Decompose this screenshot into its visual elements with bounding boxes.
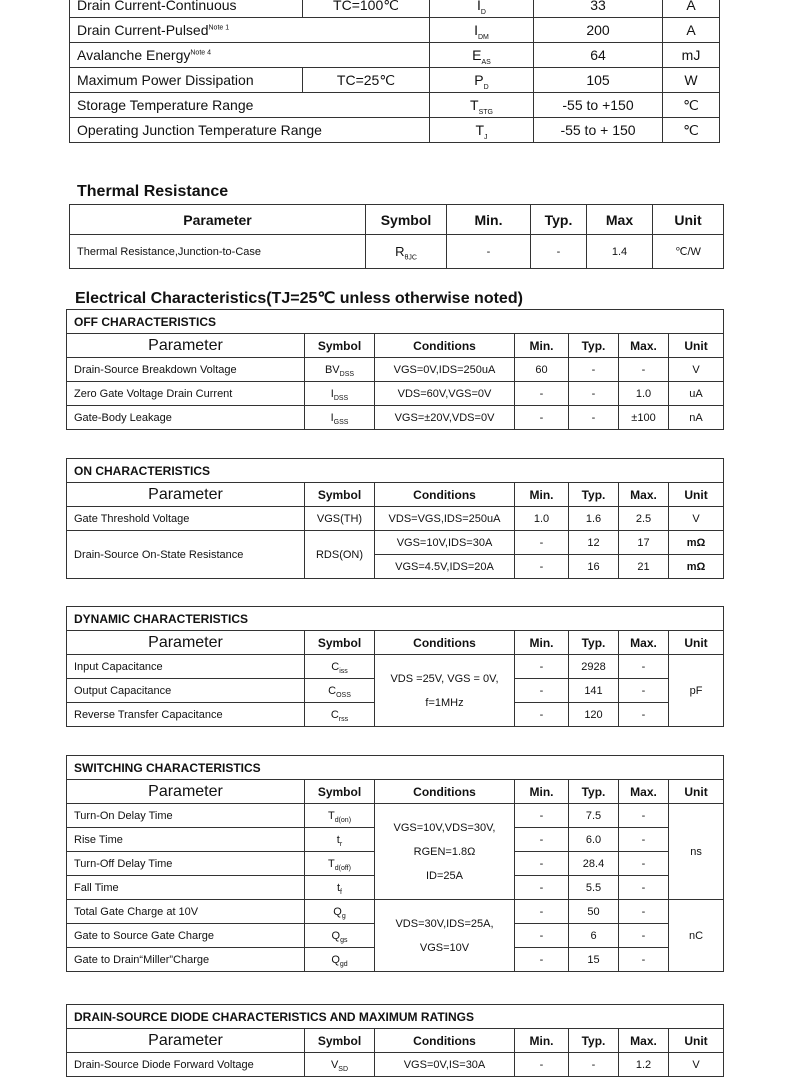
- max-cell: 2.5: [619, 507, 669, 531]
- col-header: Unit: [669, 483, 724, 507]
- min-cell: -: [515, 531, 569, 555]
- param-cell: Output Capacitance: [67, 679, 305, 703]
- col-header: Symbol: [366, 205, 447, 235]
- col-header: Typ.: [569, 483, 619, 507]
- header-row: [67, 1029, 724, 1053]
- min-cell: -: [515, 924, 569, 948]
- param-cell: Fall Time: [67, 876, 305, 900]
- off-characteristics-table: [66, 309, 724, 430]
- col-header: Max.: [619, 483, 669, 507]
- unit-cell: mΩ: [669, 531, 724, 555]
- symbol-cell: $R_{\theta JC}$: [366, 235, 447, 269]
- min-cell: -: [515, 1053, 569, 1077]
- param-cell: Total Gate Charge at 10V: [67, 900, 305, 924]
- symbol-cell: $P_D$: [430, 68, 534, 93]
- symbol-cell: $Q_{gd}$: [305, 948, 375, 972]
- typ-cell: 12: [569, 531, 619, 555]
- col-header: Min.: [515, 483, 569, 507]
- col-header: Conditions: [375, 1029, 515, 1053]
- table-row: [67, 507, 724, 531]
- unit-cell: V: [669, 507, 724, 531]
- min-cell: 60: [515, 358, 569, 382]
- absolute-ratings-table: [69, 0, 720, 143]
- symbol-cell: $I_D$: [430, 0, 534, 18]
- col-header: Symbol: [305, 780, 375, 804]
- typ-cell: 28.4: [569, 852, 619, 876]
- max-cell: 17: [619, 531, 669, 555]
- typ-cell: -: [569, 382, 619, 406]
- col-header: Unit: [669, 1029, 724, 1053]
- min-cell: -: [515, 876, 569, 900]
- param-cell: Drain Current-Pulsed$^{Note 1}$: [70, 18, 430, 43]
- table-row: [70, 93, 720, 118]
- header-row: [67, 334, 724, 358]
- max-cell: -: [619, 679, 669, 703]
- on-characteristics-table: [66, 458, 724, 579]
- col-header: Typ.: [569, 334, 619, 358]
- cond-cell: TC=25℃: [303, 68, 430, 93]
- value-cell: 200: [534, 18, 663, 43]
- col-header: Max.: [619, 334, 669, 358]
- min-cell: -: [515, 900, 569, 924]
- cond-cell: VGS=4.5V,IDS=20A: [375, 555, 515, 579]
- unit-cell: nA: [669, 406, 724, 430]
- cond-cell: VGS=10V,IDS=30A: [375, 531, 515, 555]
- max-cell: -: [619, 948, 669, 972]
- param-cell: Drain-Source On-State Resistance: [67, 531, 305, 579]
- cond-cell: VGS=0V,IDS=250uA: [375, 358, 515, 382]
- unit-cell: uA: [669, 382, 724, 406]
- section-title: ON CHARACTERISTICS: [67, 459, 724, 483]
- col-header: Symbol: [305, 334, 375, 358]
- min-cell: -: [515, 852, 569, 876]
- min-cell: -: [515, 406, 569, 430]
- param-cell: Zero Gate Voltage Drain Current: [67, 382, 305, 406]
- max-cell: 1.0: [619, 382, 669, 406]
- param-cell: Drain Current-Continuous: [70, 0, 303, 18]
- symbol-cell: $E_{AS}$: [430, 43, 534, 68]
- col-header: Parameter: [67, 780, 305, 804]
- table-row: [70, 68, 720, 93]
- symbol-cell: $I_{DSS}$: [305, 382, 375, 406]
- col-header: Min.: [515, 1029, 569, 1053]
- section-title: SWITCHING CHARACTERISTICS: [67, 756, 724, 780]
- symbol-cell: RDS(ON): [305, 531, 375, 579]
- col-header: Min.: [515, 334, 569, 358]
- unit-cell: nC: [669, 900, 724, 972]
- max-cell: -: [619, 900, 669, 924]
- param-cell: Maximum Power Dissipation: [70, 68, 303, 93]
- col-header: Min.: [447, 205, 531, 235]
- col-header: Max.: [619, 780, 669, 804]
- min-cell: -: [515, 655, 569, 679]
- unit-cell: V: [669, 358, 724, 382]
- min-cell: -: [515, 382, 569, 406]
- cond-cell: VDS=60V,VGS=0V: [375, 382, 515, 406]
- table-row: [67, 1053, 724, 1077]
- symbol-cell: $T_{STG}$: [430, 93, 534, 118]
- col-header: Conditions: [375, 334, 515, 358]
- typ-cell: -: [569, 406, 619, 430]
- typ-cell: -: [531, 235, 587, 269]
- min-cell: -: [515, 804, 569, 828]
- param-cell: Drain-Source Breakdown Voltage: [67, 358, 305, 382]
- cond-cell: VDS =25V, VGS = 0V, f=1MHz: [375, 655, 515, 727]
- typ-cell: 7.5: [569, 804, 619, 828]
- table-row: [67, 900, 724, 924]
- table-row: [67, 382, 724, 406]
- value-cell: 64: [534, 43, 663, 68]
- thermal-heading: Thermal Resistance: [77, 183, 229, 200]
- header-row: [67, 483, 724, 507]
- table-row: [67, 655, 724, 679]
- param-cell: Storage Temperature Range: [70, 93, 430, 118]
- typ-cell: -: [569, 1053, 619, 1077]
- param-cell: Turn-Off Delay Time: [67, 852, 305, 876]
- col-header: Unit: [653, 205, 724, 235]
- col-header: Max.: [619, 631, 669, 655]
- param-cell: Gate Threshold Voltage: [67, 507, 305, 531]
- col-header: Typ.: [569, 1029, 619, 1053]
- param-cell: Reverse Transfer Capacitance: [67, 703, 305, 727]
- col-header: Max: [587, 205, 653, 235]
- col-header: Parameter: [67, 483, 305, 507]
- unit-cell: ℃/W: [653, 235, 724, 269]
- max-cell: ±100: [619, 406, 669, 430]
- param-cell: Drain-Source Diode Forward Voltage: [67, 1053, 305, 1077]
- table-row: [70, 0, 720, 18]
- header-row: [67, 780, 724, 804]
- max-cell: -: [619, 703, 669, 727]
- symbol-cell: $C_{iss}$: [305, 655, 375, 679]
- diode-characteristics-table: [66, 1004, 724, 1077]
- table-row: [70, 118, 720, 143]
- col-header: Parameter: [70, 205, 366, 235]
- symbol-cell: $Q_{gs}$: [305, 924, 375, 948]
- col-header: Typ.: [569, 631, 619, 655]
- symbol-cell: $I_{DM}$: [430, 18, 534, 43]
- min-cell: -: [515, 828, 569, 852]
- symbol-cell: $BV_{DSS}$: [305, 358, 375, 382]
- min-cell: -: [515, 679, 569, 703]
- header-row: [70, 205, 724, 235]
- max-cell: 1.2: [619, 1053, 669, 1077]
- col-header: Unit: [669, 780, 724, 804]
- param-cell: Input Capacitance: [67, 655, 305, 679]
- section-title: DYNAMIC CHARACTERISTICS: [67, 607, 724, 631]
- cond-cell: VGS=±20V,VDS=0V: [375, 406, 515, 430]
- unit-cell: A: [663, 0, 720, 18]
- typ-cell: 15: [569, 948, 619, 972]
- unit-cell: W: [663, 68, 720, 93]
- min-cell: 1.0: [515, 507, 569, 531]
- dynamic-characteristics-table: [66, 606, 724, 727]
- symbol-cell: $I_{GSS}$: [305, 406, 375, 430]
- symbol-cell: $T_J$: [430, 118, 534, 143]
- param-cell: Thermal Resistance,Junction-to-Case: [70, 235, 366, 269]
- symbol-cell: $C_{rss}$: [305, 703, 375, 727]
- col-header: Unit: [669, 334, 724, 358]
- cond-cell: VDS=30V,IDS=25A, VGS=10V: [375, 900, 515, 972]
- symbol-cell: $t_f$: [305, 876, 375, 900]
- symbol-cell: $Q_g$: [305, 900, 375, 924]
- param-cell: Operating Junction Temperature Range: [70, 118, 430, 143]
- cond-cell: TC=100℃: [303, 0, 430, 18]
- unit-cell: pF: [669, 655, 724, 727]
- unit-cell: A: [663, 18, 720, 43]
- cond-cell: VGS=0V,IS=30A: [375, 1053, 515, 1077]
- typ-cell: 141: [569, 679, 619, 703]
- section-title: DRAIN-SOURCE DIODE CHARACTERISTICS AND MAXIMUM RATINGS: [67, 1005, 724, 1029]
- col-header: Parameter: [67, 1029, 305, 1053]
- max-cell: 1.4: [587, 235, 653, 269]
- min-cell: -: [515, 948, 569, 972]
- col-header: Symbol: [305, 483, 375, 507]
- switching-characteristics-table: [66, 755, 724, 972]
- param-cell: Gate-Body Leakage: [67, 406, 305, 430]
- typ-cell: 50: [569, 900, 619, 924]
- value-cell: 105: [534, 68, 663, 93]
- unit-cell: mJ: [663, 43, 720, 68]
- unit-cell: ns: [669, 804, 724, 900]
- typ-cell: 2928: [569, 655, 619, 679]
- col-header: Min.: [515, 631, 569, 655]
- col-header: Symbol: [305, 631, 375, 655]
- typ-cell: 1.6: [569, 507, 619, 531]
- table-row: [67, 406, 724, 430]
- typ-cell: 6: [569, 924, 619, 948]
- min-cell: -: [515, 555, 569, 579]
- unit-cell: ℃: [663, 93, 720, 118]
- section-title: OFF CHARACTERISTICS: [67, 310, 724, 334]
- max-cell: -: [619, 876, 669, 900]
- min-cell: -: [447, 235, 531, 269]
- max-cell: -: [619, 358, 669, 382]
- col-header: Conditions: [375, 483, 515, 507]
- max-cell: -: [619, 804, 669, 828]
- typ-cell: 6.0: [569, 828, 619, 852]
- col-header: Max.: [619, 1029, 669, 1053]
- col-header: Unit: [669, 631, 724, 655]
- max-cell: -: [619, 655, 669, 679]
- min-cell: -: [515, 703, 569, 727]
- table-row: [67, 531, 724, 555]
- max-cell: -: [619, 852, 669, 876]
- col-header: Typ.: [531, 205, 587, 235]
- col-header: Parameter: [67, 631, 305, 655]
- param-cell: Gate to Drain“Miller”Charge: [67, 948, 305, 972]
- param-cell: Rise Time: [67, 828, 305, 852]
- table-row: [70, 43, 720, 68]
- col-header: Symbol: [305, 1029, 375, 1053]
- param-cell: Avalanche Energy$^{Note 4}$: [70, 43, 430, 68]
- max-cell: -: [619, 828, 669, 852]
- col-header: Conditions: [375, 780, 515, 804]
- unit-cell: ℃: [663, 118, 720, 143]
- table-row: [67, 358, 724, 382]
- symbol-cell: VGS(TH): [305, 507, 375, 531]
- col-header: Conditions: [375, 631, 515, 655]
- typ-cell: -: [569, 358, 619, 382]
- typ-cell: 120: [569, 703, 619, 727]
- typ-cell: 5.5: [569, 876, 619, 900]
- table-row: [67, 804, 724, 828]
- col-header: Typ.: [569, 780, 619, 804]
- symbol-cell: $t_r$: [305, 828, 375, 852]
- col-header: Min.: [515, 780, 569, 804]
- cond-cell: VGS=10V,VDS=30V, RGEN=1.8Ω ID=25A: [375, 804, 515, 900]
- param-cell: Gate to Source Gate Charge: [67, 924, 305, 948]
- symbol-cell: $T_{d(off)}$: [305, 852, 375, 876]
- max-cell: 21: [619, 555, 669, 579]
- symbol-cell: $V_{SD}$: [305, 1053, 375, 1077]
- max-cell: -: [619, 924, 669, 948]
- value-cell: -55 to + 150: [534, 118, 663, 143]
- symbol-cell: $C_{OSS}$: [305, 679, 375, 703]
- param-cell: Turn-On Delay Time: [67, 804, 305, 828]
- thermal-table: [69, 204, 724, 269]
- table-row: [70, 235, 724, 269]
- unit-cell: mΩ: [669, 555, 724, 579]
- value-cell: -55 to +150: [534, 93, 663, 118]
- unit-cell: V: [669, 1053, 724, 1077]
- header-row: [67, 631, 724, 655]
- cond-cell: VDS=VGS,IDS=250uA: [375, 507, 515, 531]
- col-header: Parameter: [67, 334, 305, 358]
- table-row: [70, 18, 720, 43]
- symbol-cell: $T_{d(on)}$: [305, 804, 375, 828]
- value-cell: 33: [534, 0, 663, 18]
- electrical-heading: Electrical Characteristics(TJ=25℃ unless otherwise noted): [75, 290, 523, 307]
- typ-cell: 16: [569, 555, 619, 579]
